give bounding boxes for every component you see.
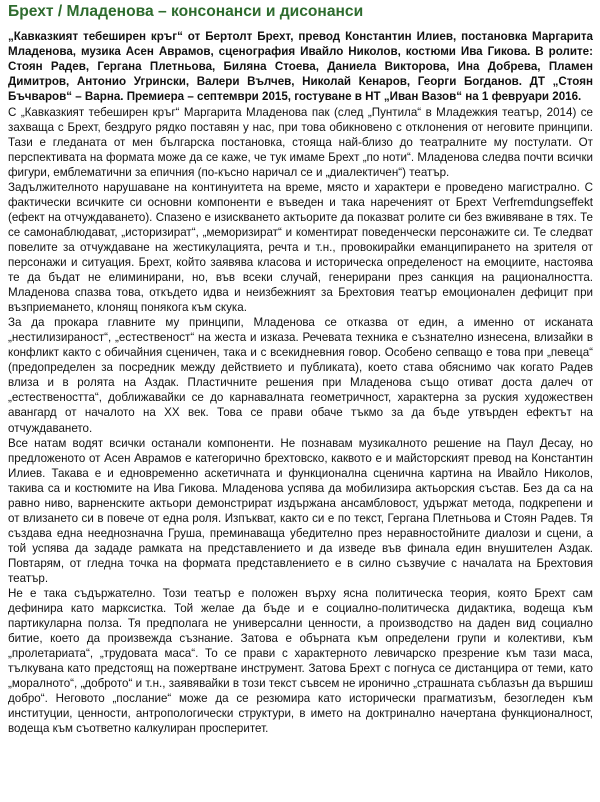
article-paragraph: Задължителното нарушаване на континуитета на време, място и характери е проведено магистрално. С фактически всичките си основни компоненти е въведен и така нареченият от Брехт Verfremdungseffekt (ефект на отчуждаването). Спазено е изискването актьорите да показват ролите си без вживяване в тях. Те се самонаблюдават, „историзират“, „меморизират“ и коментират поведенчески персонажите си. Те следват повелите за отчуждаване на жестикулацията, речта и т.н., провокирайки еманципирането на зрителя от персонажи и ситуация. Брехт, който заявява класова и историческа определеност на емоциите, настоява те да бъдат не елиминирани, но, във всеки случай, генерирани през санкция на рационалността. Младенова спазва това, откъдето идва и неизбежният за Брехтовия театър емоционален дефицит при възприемането, клонящ понякога към скука.: [8, 180, 593, 315]
article-page: [0, 2, 600, 802]
article-paragraph: Не е така съдържателно. Този театър е положен върху ясна политическа теория, която Брехт сам дефинира като марксистка. Той желае да бъде и е социално-политическа дидактика, водеща към партикуларна полза. Тя предполага не универсални ценности, а производство на даден вид социално битие, което да произвежда съзнание. Затова е обърната към определени групи и колективи, към „пролетариата“, „трудовата маса“. То се прави с характерното левичарско презрение към тази маса, тълкувана като предстоящ на пожертване инструмент. Затова Брехт с погнуса се дистанцира от теми, като „моралното“, „доброто“ и т.н., заявявайки в този текст съвсем не иронично „страшната съблазън да вършиш добро“. Неговото „послание“ може да се резюмира като исторически прагматизъм, безогледен към институции, ценности, антропологически структури, в името на доктринално начертана функционалност, водеща към съответно калкулиран просперитет.: [8, 587, 593, 736]
article-paragraph: С „Кавказкият тебеширен кръг“ Маргарита Младенова пак (след „Пунтила“ в Младежкия театър, 2014) се захваща с Брехт, бездруго рядко поставян у нас, при това обикновено с отклонения от неговите принципи. Тази е гледаната от мен българска постановка, стояща най-близо до театралните му постулати. От перспективата на формата може да се каже, че тук имаме Брехт „по ноти“. Младенова следва почти всички фигури, емблематични за епичния (по-късно наричал се и „диалектичен“) театър.: [8, 105, 593, 179]
production-credits: „Кавказкият тебеширен кръг“ от Бертолт Брехт, превод Константин Илиев, постановка Маргарита Младенова, музика Асен Аврамов, сценография Ивайло Николов, костюми Ива Гикова. В ролите: Стоян Радев, Гергана Плетньова, Биляна Стоева, Даниела Викторова, Ина Добрева, Пламен Димитров, Антонио Угрински, Валери Вълчев, Николай Кенаров, Георги Богданов. ДТ „Стоян Бъчваров“ – Варна. Премиера – септември 2015, гостуване в НТ „Иван Вазов“ на 1 февруари 2016.: [8, 30, 593, 103]
article-paragraph: Все натам водят всички останали компоненти. Не познавам музикалното решение на Паул Десау, но предложеното от Асен Аврамов е категорично брехтовско, каквото е и майсторският превод на Константин Илиев. Такава е и едновременно аскетичната и функционална сценична картина на Ивайло Николов, такива са и костюмите на Ива Гикова. Младенова успява да мобилизира актьорския състав. Без да са на равно ниво, варненските актьори демонстрират издържана ансамбловост, удържат метода, подкрепени и от влизането си в повече от една роля. Изпъкват, както си е по текст, Гергана Плетньова и Стоян Радев. Тя създава една нееднозначна Груша, преминаваща убедително през неравностойните диалози и сцени, а той успява да зададе рамката на представлението и да изведе във финала един внушителен Аздак. Повтарям, от гледна точка на формата представлението е в силно съзвучие с началата на Брехтовия театър.: [8, 436, 593, 585]
article-title: Брехт / Младенова – консонанси и дисонанси: [8, 3, 364, 20]
article-paragraph: За да прокара главните му принципи, Младенова се отказва от един, а именно от исканата „нестилизираност“, „естественост“ на жеста и изказа. Речевата техника е съзнателно изнесена, влизайки в конфликт както с обичайния сценичен, така и с всекидневния говор. Особено сепващо е това при „певеца“ (предопределен за посредник между действието и публиката), което става обяснимо чак когато Радев влиза и в ролята на Аздак. Пластичните решения при Младенова също отиват доста далеч от „естествеността“, доближавайки се до карнавалната геометричност, характерна за руския художествен авангард от началото на XX век. Това се прави обаче тъкмо за да бъде утвърден ефектът на отчуждаването.: [8, 316, 593, 435]
